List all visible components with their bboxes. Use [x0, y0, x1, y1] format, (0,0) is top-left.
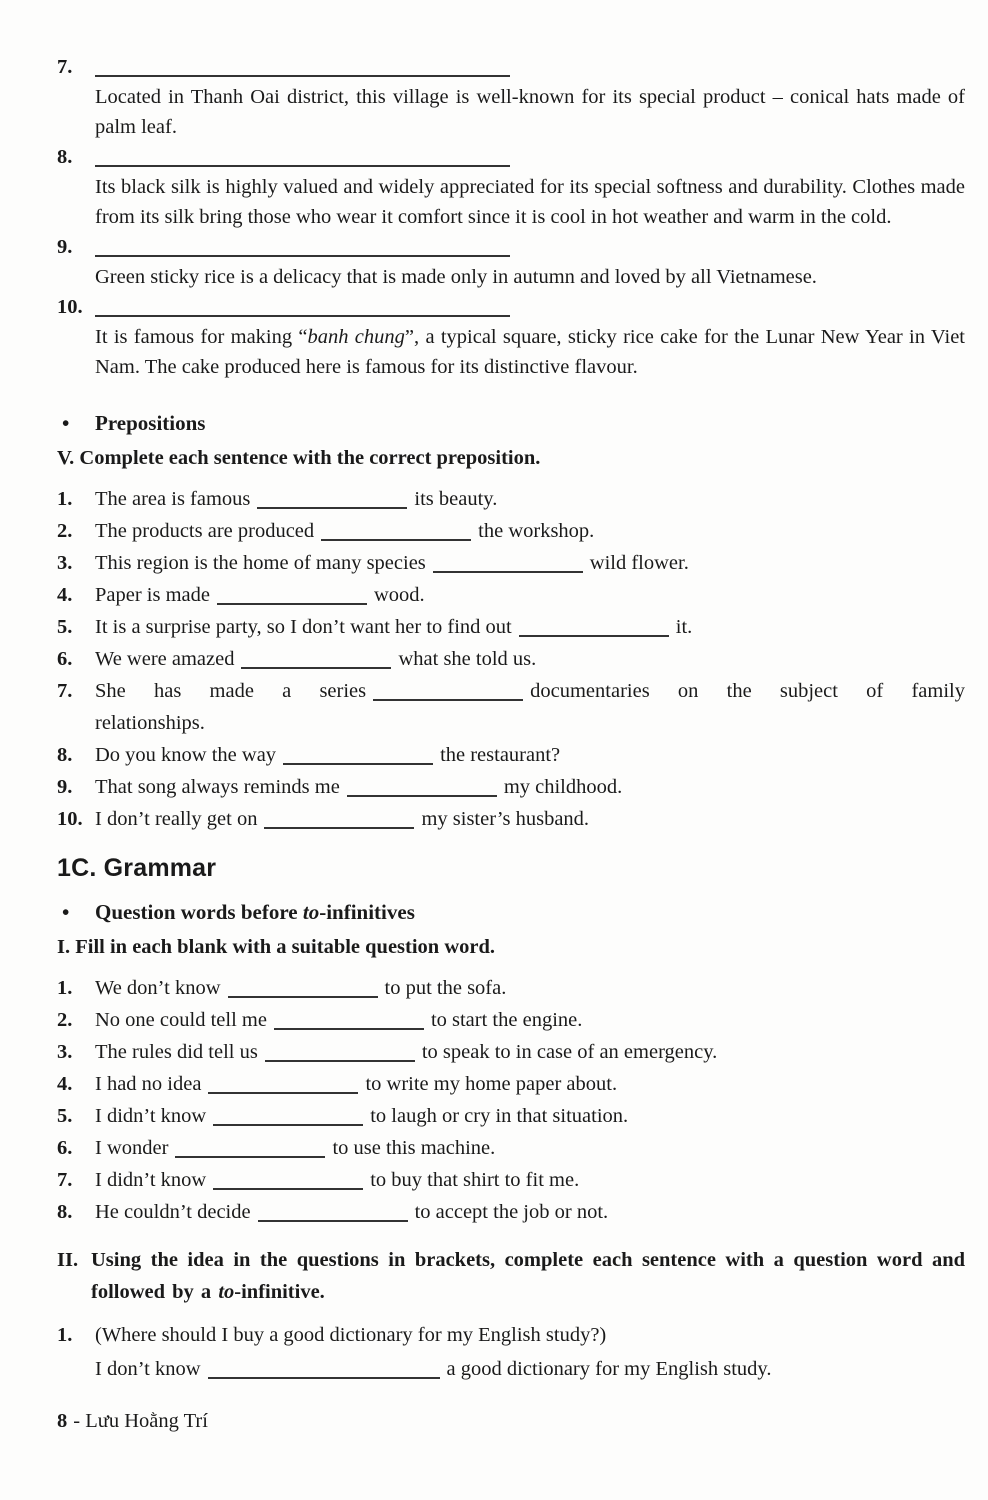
sentence-segment: wild flower. [589, 552, 689, 574]
item-number: 7. [57, 680, 73, 702]
sentence-segment: She has made a series [95, 680, 367, 702]
item-number: 6. [57, 1137, 73, 1159]
exercise-item [57, 972, 965, 1004]
exercise-item [57, 1164, 965, 1196]
sentence [95, 488, 497, 510]
exercise-item [57, 547, 965, 579]
sentence [95, 776, 622, 798]
sentence [95, 1137, 495, 1159]
exercise-ii-instruction [57, 1244, 965, 1308]
sentence-segment: It is famous for making “ [95, 326, 308, 348]
sentence-segment: the workshop. [478, 520, 595, 542]
exercise-item [57, 52, 965, 142]
sentence-segment: its beauty. [414, 488, 498, 510]
item-number: 1. [57, 488, 73, 510]
instruction-number: I. [57, 936, 71, 958]
sentence [95, 1169, 579, 1191]
exercise-i-instruction [57, 932, 965, 962]
answer-blank [217, 589, 367, 605]
sentence-segment: ”, a typical square, sticky rice cake for the Lunar New Year in Viet Nam. The cake produced here is famous for its distinctive flavour. [95, 326, 965, 378]
item-number: 3. [57, 552, 73, 574]
heading-label: Prepositions [95, 411, 206, 435]
answer-line [95, 292, 965, 322]
sentence [95, 616, 692, 638]
sentence-segment: it. [675, 616, 693, 638]
answer-blank [208, 1363, 440, 1379]
item-number: 2. [57, 1009, 73, 1031]
item-number: 1. [57, 977, 73, 999]
place-description-exercise-list [57, 52, 965, 382]
item-number: 5. [57, 616, 73, 638]
sentence [95, 648, 536, 670]
item-description [95, 322, 965, 382]
sentence-segment: to put the sofa. [384, 977, 507, 999]
sentence [95, 808, 589, 830]
exercise-item [57, 579, 965, 611]
item-number: 7. [57, 56, 73, 78]
exercise-item [57, 142, 965, 232]
prepositions-exercise-list [57, 483, 965, 835]
sentence-segment: I don’t really get on [95, 808, 258, 830]
answer-blank [213, 1110, 363, 1126]
sentence-segment: what she told us. [398, 648, 537, 670]
sentence-segment: No one could tell me [95, 1009, 267, 1031]
sentence-segment: documentaries on the subject of family relationships. [95, 680, 965, 734]
answer-line [95, 142, 965, 172]
sentence-segment: to accept the job or not. [414, 1201, 609, 1223]
sentence [95, 675, 965, 739]
sentence-segment: wood. [374, 584, 425, 606]
answer-blank [265, 1046, 415, 1062]
exercise-item [57, 1132, 965, 1164]
sentence [95, 552, 689, 574]
exercise-item [57, 739, 965, 771]
exercise-item [57, 803, 965, 835]
sentence-segment: It is a surprise party, so I don’t want her to find out [95, 616, 512, 638]
answer-blank [373, 685, 523, 701]
heading-label [95, 900, 415, 924]
answer-blank [208, 1078, 358, 1094]
exercise-item [57, 292, 965, 382]
answer-blank [95, 61, 510, 77]
sentence-segment: to use this machine. [332, 1137, 496, 1159]
sentence-segment: The products are produced [95, 520, 315, 542]
bullet-icon: • [62, 411, 70, 435]
sentence-completion-exercise-list [57, 1318, 965, 1386]
item-number: 8. [57, 1201, 73, 1223]
answer-blank [95, 241, 510, 257]
item-number: 7. [57, 1169, 73, 1191]
exercise-item [57, 643, 965, 675]
answer-blank [347, 781, 497, 797]
exercise-item [57, 675, 965, 739]
sentence-segment: the restaurant? [440, 744, 561, 766]
item-description: Located in Thanh Oai district, this village is well-known for its special product – conical hats made of palm leaf. [95, 86, 965, 138]
answer-line [95, 232, 965, 262]
bracketed-question: (Where should I buy a good dictionary for my English study?) [95, 1324, 607, 1346]
sentence-segment: This region is the home of many species [95, 552, 426, 574]
exercise-item [57, 1318, 965, 1352]
item-number: 6. [57, 648, 73, 670]
exercise-item [57, 515, 965, 547]
item-number: 4. [57, 1073, 73, 1095]
sentence-segment: That song always reminds me [95, 776, 340, 798]
instruction-text: Fill in each blank with a suitable question word. [75, 936, 495, 958]
sentence-segment: Paper is made [95, 584, 210, 606]
answer-blank [213, 1174, 363, 1190]
bullet-icon: • [62, 900, 70, 924]
italic-term: banh chung [307, 326, 405, 348]
instruction-segment: -infinitive. [234, 1281, 325, 1303]
instruction-text [91, 1249, 965, 1303]
exercise-item [57, 611, 965, 643]
sentence-segment: We don’t know [95, 977, 221, 999]
prepositions-heading [57, 408, 965, 438]
exercise-item [57, 1036, 965, 1068]
sentence [95, 1041, 717, 1063]
sentence-segment: to laugh or cry in that situation. [370, 1105, 629, 1127]
item-number: 1. [57, 1324, 73, 1346]
answer-blank [241, 653, 391, 669]
item-number: 10. [57, 808, 83, 830]
sentence-segment: The rules did tell us [95, 1041, 258, 1063]
answer-blank [258, 1206, 408, 1222]
item-number: 2. [57, 520, 73, 542]
sentence-segment: Do you know the way [95, 744, 277, 766]
item-description: Green sticky rice is a delicacy that is made only in autumn and loved by all Vietnamese. [95, 266, 817, 288]
grammar-section-heading: 1C. Grammar [57, 854, 217, 882]
answer-blank [519, 621, 669, 637]
sentence-segment: my childhood. [503, 776, 623, 798]
page-number: 8 [57, 1410, 68, 1432]
sentence-segment: I wonder [95, 1137, 169, 1159]
answer-blank [95, 301, 510, 317]
sentence [95, 1009, 582, 1031]
sentence-segment: to speak to in case of an emergency. [421, 1041, 718, 1063]
answer-blank [274, 1014, 424, 1030]
item-description: Its black silk is highly valued and widely appreciated for its special softness and durability. Clothes made from its silk bring those who wear it comfort since it is cool in hot weather and warm in the cold. [95, 176, 965, 228]
heading-segment: Question words before [95, 900, 303, 924]
italic-term: to [218, 1281, 235, 1303]
answer-blank [321, 525, 471, 541]
exercise-item [57, 1004, 965, 1036]
completion-sentence [57, 1352, 965, 1386]
sentence [95, 977, 506, 999]
item-number: 5. [57, 1105, 73, 1127]
instruction-number: II. [57, 1249, 79, 1271]
exercise-item [57, 232, 965, 292]
sentence [95, 1073, 617, 1095]
italic-term: to [302, 900, 320, 924]
exercise-item [57, 1068, 965, 1100]
item-number: 9. [57, 776, 73, 798]
heading-segment: -infinitives [319, 900, 415, 924]
exercise-item [57, 771, 965, 803]
exercise-item [57, 1100, 965, 1132]
item-number: 9. [57, 236, 73, 258]
answer-line [95, 52, 965, 82]
answer-blank [433, 557, 583, 573]
sentence-segment: I had no idea [95, 1073, 202, 1095]
sentence-segment: He couldn’t decide [95, 1201, 251, 1223]
sentence-segment: my sister’s husband. [421, 808, 590, 830]
answer-blank [283, 749, 433, 765]
answer-blank [264, 813, 414, 829]
sentence-segment: a good dictionary for my English study. [446, 1358, 772, 1380]
sentence [95, 1358, 771, 1380]
answer-blank [257, 493, 407, 509]
answer-blank [175, 1142, 325, 1158]
exercise-item [57, 1196, 965, 1228]
answer-blank [95, 151, 510, 167]
exercise-v-instruction [57, 443, 965, 473]
instruction-number: V. [57, 447, 75, 469]
instruction-segment: Using the idea in the questions in brackets, complete each sentence with a question word and followed by a [91, 1249, 965, 1303]
sentence-segment: to buy that shirt to fit me. [370, 1169, 580, 1191]
page-footer [57, 1406, 965, 1436]
sentence [95, 1201, 608, 1223]
sentence [95, 584, 425, 606]
exercise-item [57, 483, 965, 515]
sentence-segment: We were amazed [95, 648, 235, 670]
answer-blank [228, 982, 378, 998]
sentence-segment: I didn’t know [95, 1169, 207, 1191]
item-number: 10. [57, 296, 83, 318]
question-word-exercise-list [57, 972, 965, 1228]
sentence-segment: The area is famous [95, 488, 251, 510]
item-number: 4. [57, 584, 73, 606]
question-words-heading [57, 897, 965, 927]
sentence [95, 744, 560, 766]
item-number: 8. [57, 146, 73, 168]
author-name: - Lưu Hoằng Trí [73, 1410, 208, 1432]
sentence-segment: to write my home paper about. [365, 1073, 618, 1095]
sentence-segment: I don’t know [95, 1358, 201, 1380]
sentence-segment: I didn’t know [95, 1105, 207, 1127]
item-number: 3. [57, 1041, 73, 1063]
sentence-segment: to start the engine. [430, 1009, 583, 1031]
sentence [95, 1105, 628, 1127]
sentence [95, 520, 594, 542]
instruction-text: Complete each sentence with the correct preposition. [79, 447, 541, 469]
item-number: 8. [57, 744, 73, 766]
